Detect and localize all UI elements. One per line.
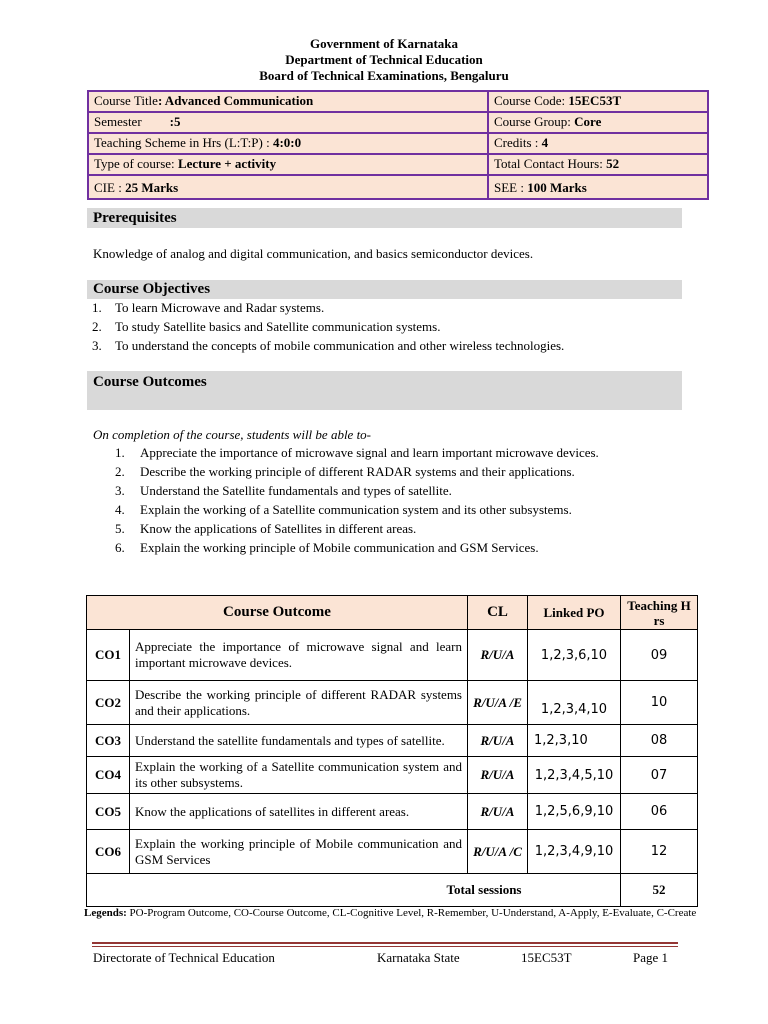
objective-text: To study Satellite basics and Satellite communication systems. <box>115 319 441 334</box>
objective-number: 1. <box>92 300 102 315</box>
co-teaching-hrs: 08 <box>621 725 698 757</box>
outcome-item <box>115 443 675 462</box>
header-department: Department of Technical Education <box>285 52 483 67</box>
semester-value: :5 <box>169 114 181 129</box>
legends-text: PO-Program Outcome, CO-Course Outcome, CL-Cognitive Level, R-Remember, U-Understand, A-Apply, E-Evaluate, C-Create <box>129 907 697 919</box>
col-header-linked-po: Linked PO <box>528 596 621 630</box>
course-type-value: Lecture + activity <box>177 156 277 171</box>
prerequisites-text: Knowledge of analog and digital communication, and basics semiconductor devices. <box>93 246 534 261</box>
course-group-value: Core <box>574 114 602 129</box>
outcome-number: 4. <box>115 502 125 517</box>
course-title-label: Course Title <box>94 93 158 108</box>
col-header-teaching-hrs: Teaching Hrs <box>621 596 698 630</box>
semester-cell <box>88 112 488 133</box>
col-header-cl: CL <box>468 596 528 630</box>
outcome-item <box>115 519 675 538</box>
footer-state: Karnataka State <box>377 950 460 965</box>
table-row <box>87 830 698 874</box>
co-cognitive-level: R/U/A /C <box>468 830 528 874</box>
outcome-number: 5. <box>115 521 125 536</box>
objective-text: To understand the concepts of mobile communication and other wireless technologies. <box>115 338 565 353</box>
outcome-text: Explain the working of a Satellite communication system and its other subsystems. <box>140 502 572 517</box>
co-cognitive-level: R/U/A <box>468 794 528 830</box>
co-id: CO5 <box>87 794 130 830</box>
outcome-text: Describe the working principle of different RADAR systems and their applications. <box>140 464 575 479</box>
see-label: SEE : <box>494 180 528 195</box>
co-cognitive-level: R/U/A <box>468 725 528 757</box>
objective-item <box>92 317 692 336</box>
see-value: 100 Marks <box>527 180 587 195</box>
co-id: CO1 <box>87 630 130 681</box>
see-cell <box>488 175 708 199</box>
outcome-item <box>115 500 675 519</box>
footer-course-code: 15EC53T <box>521 950 572 965</box>
table-row <box>87 725 698 757</box>
objective-number: 3. <box>92 338 102 353</box>
objective-text: To learn Microwave and Radar systems. <box>115 300 325 315</box>
co-description: Appreciate the importance of microwave signal and learn important microwave devices. <box>130 630 468 681</box>
table-row <box>87 681 698 725</box>
co-cognitive-level: R/U/A <box>468 630 528 681</box>
footer-page-number: Page 1 <box>633 950 669 965</box>
objective-number: 2. <box>92 319 102 334</box>
co-cognitive-level: R/U/A /E <box>468 681 528 725</box>
co-id: CO2 <box>87 681 130 725</box>
header-government: Government of Karnataka <box>309 36 459 51</box>
legends-label: Legends: <box>84 907 127 919</box>
co-cognitive-level: R/U/A <box>468 757 528 794</box>
co-teaching-hrs: 09 <box>621 630 698 681</box>
table-total-row <box>87 874 698 907</box>
outcomes-intro: On completion of the course, students will be able to- <box>93 427 372 442</box>
outcome-item <box>115 462 675 481</box>
course-info-table <box>87 90 709 200</box>
outcome-number: 6. <box>115 540 125 555</box>
outcome-text: Appreciate the importance of microwave signal and learn important microwave devices. <box>140 445 599 460</box>
teaching-scheme-value: 4:0:0 <box>272 135 302 150</box>
outcome-text: Explain the working principle of Mobile communication and GSM Services. <box>140 540 539 555</box>
co-description: Understand the satellite fundamentals and types of satellite. <box>130 725 468 757</box>
cie-label: CIE : <box>94 180 126 195</box>
objectives-heading: Course Objectives <box>87 280 682 299</box>
prerequisites-heading: Prerequisites <box>87 208 682 228</box>
course-code-cell <box>488 91 708 112</box>
outcome-item <box>115 538 675 557</box>
course-code-value: 15EC53T <box>568 93 622 108</box>
total-spacer <box>528 874 621 907</box>
co-id: CO6 <box>87 830 130 874</box>
co-description: Describe the working principle of different RADAR systems and their applications. <box>130 681 468 725</box>
legends <box>84 906 728 920</box>
cie-cell <box>88 175 488 199</box>
teaching-scheme-cell <box>88 133 488 154</box>
course-group-cell <box>488 112 708 133</box>
contact-hours-value: 52 <box>606 156 620 171</box>
outcome-item <box>115 481 675 500</box>
course-outcome-table <box>86 595 698 907</box>
outcomes-list <box>115 443 675 557</box>
course-type-cell <box>88 154 488 175</box>
co-description: Explain the working principle of Mobile communication and GSM Services <box>130 830 468 874</box>
credits-cell <box>488 133 708 154</box>
co-teaching-hrs: 07 <box>621 757 698 794</box>
header-board: Board of Technical Examinations, Bengaluru <box>259 68 509 83</box>
table-row <box>87 757 698 794</box>
course-title-value: : Advanced Communication <box>157 93 314 108</box>
contact-hours-cell <box>488 154 708 175</box>
co-linked-po: 1,2,5,6,9,10 <box>528 794 621 830</box>
footer-directorate: Directorate of Technical Education <box>93 950 275 965</box>
co-description: Explain the working of a Satellite communication system and its other subsystems. <box>130 757 468 794</box>
objectives-list <box>92 298 692 355</box>
credits-label: Credits : <box>494 135 542 150</box>
objective-item <box>92 336 692 355</box>
credits-value: 4 <box>541 135 549 150</box>
co-teaching-hrs: 12 <box>621 830 698 874</box>
course-group-label: Course Group: <box>494 114 575 129</box>
co-description: Know the applications of satellites in different areas. <box>130 794 468 830</box>
teaching-scheme-label: Teaching Scheme in Hrs (L:T:P) : <box>94 135 273 150</box>
course-title-cell <box>88 91 488 112</box>
co-linked-po: 1,2,3,4,10 <box>528 681 621 725</box>
outcome-number: 2. <box>115 464 125 479</box>
co-id: CO3 <box>87 725 130 757</box>
objective-item <box>92 298 692 317</box>
semester-label: Semester <box>94 114 142 129</box>
contact-hours-label: Total Contact Hours: <box>494 156 607 171</box>
co-teaching-hrs: 10 <box>621 681 698 725</box>
outcome-text: Know the applications of Satellites in different areas. <box>140 521 417 536</box>
course-type-label: Type of course: <box>94 156 178 171</box>
course-code-label: Course Code: <box>494 93 569 108</box>
footer-rule-thick <box>92 942 678 944</box>
outcomes-heading: Course Outcomes <box>87 371 682 410</box>
footer-rule-thin <box>92 946 678 947</box>
outcome-text: Understand the Satellite fundamentals and types of satellite. <box>140 483 452 498</box>
co-linked-po: 1,2,3,4,5,10 <box>528 757 621 794</box>
total-sessions-value: 52 <box>621 874 698 907</box>
outcome-number: 1. <box>115 445 125 460</box>
col-header-course-outcome: Course Outcome <box>87 596 468 630</box>
table-row <box>87 794 698 830</box>
cie-value: 25 Marks <box>125 180 179 195</box>
co-linked-po: 1,2,3,10 <box>528 725 621 757</box>
outcome-number: 3. <box>115 483 125 498</box>
co-linked-po: 1,2,3,4,9,10 <box>528 830 621 874</box>
co-teaching-hrs: 06 <box>621 794 698 830</box>
co-linked-po: 1,2,3,6,10 <box>528 630 621 681</box>
table-row <box>87 630 698 681</box>
total-sessions-label: Total sessions <box>87 874 528 907</box>
co-id: CO4 <box>87 757 130 794</box>
